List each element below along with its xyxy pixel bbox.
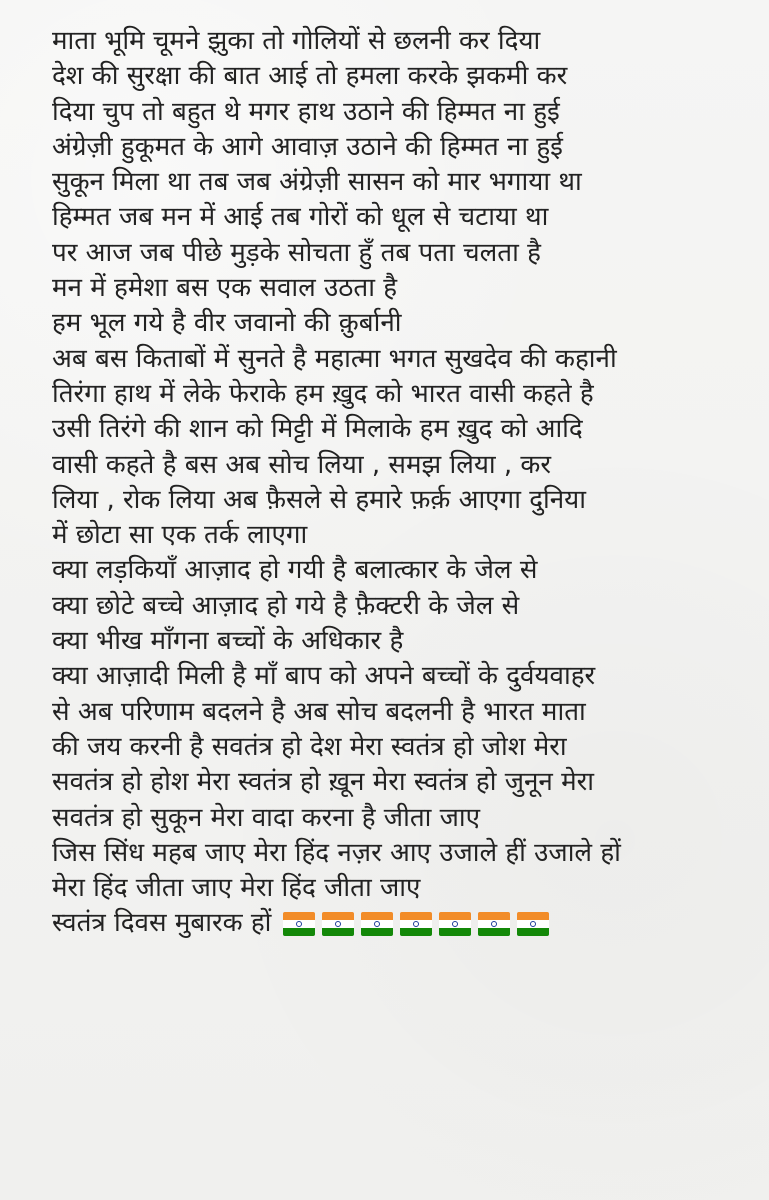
flag-emoji-row [283,912,549,936]
poem-line-17: क्या छोटे बच्चे आज़ाद हो गये है फ़ैक्टरी के जेल से [52,590,520,621]
poem-line-20: से अब परिणाम बदलने है अब सोच बदलनी है भारत माता [52,696,586,727]
poem-line-16: क्या लड़कियाँ आज़ाद हो गयी है बलात्कार के जेल से [52,555,538,586]
poem-line-24: जिस सिंध महब जाए मेरा हिंद नज़र आए उजाले हीं उजाले हों [52,837,621,868]
poem-line-13: वासी कहते है बस अब सोच लिया , समझ लिया , कर [52,449,552,480]
india-flag-icon [439,912,471,936]
poem-line-8: मन में हमेशा बस एक सवाल उठता है [52,273,398,304]
india-flag-icon [517,912,549,936]
poem-line-9: हम भूल गये है वीर जवानो की क़ुर्बानी [52,308,402,339]
poem-line-10: अब बस किताबों में सुनते है महात्मा भगत सुखदेव की कहानी [52,343,617,374]
poem-line-7: पर आज जब पीछे मुड़के सोचता हुँ तब पता चलता है [52,237,541,268]
poem-line-25: मेरा हिंद जीता जाए मेरा हिंद जीता जाए [52,873,421,904]
poem-line-22: सवतंत्र हो होश मेरा स्वतंत्र हो ख़ून मेरा स्वतंत्र हो जुनून मेरा [52,767,595,798]
poem-line-15: में छोटा सा एक तर्क लाएगा [52,520,308,551]
poem-line-1: माता भूमि चूमने झुका तो गोलियों से छलनी कर दिया [52,26,541,56]
poem-line-3: दिया चुप तो बहुत थे मगर हाथ उठाने की हिम्मत ना हुई [52,96,560,127]
closing-line [52,906,752,941]
poem-line-12: उसी तिरंगे की शान को मिट्टी में मिलाके हम ख़ुद को आदि [52,414,583,445]
closing-text: स्वतंत्र दिवस मुबारक हों [52,908,272,939]
india-flag-icon [478,912,510,936]
poem-line-2: देश की सुरक्षा की बात आई तो हमला करके झकमी कर [52,61,568,92]
india-flag-icon [361,912,393,936]
poem-text [52,24,752,942]
poem-line-11: तिरंगा हाथ में लेके फेराके हम ख़ुद को भारत वासी कहते है [52,378,594,409]
india-flag-icon [283,912,315,936]
poem-line-21: की जय करनी है सवतंत्र हो देश मेरा स्वतंत्र हो जोश मेरा [52,731,567,762]
poem-line-6: हिम्मत जब मन में आई तब गोरों को धूल से चटाया था [52,202,549,233]
poem-line-19: क्या आज़ादी मिली है माँ बाप को अपने बच्चों के दुर्वयवाहर [52,661,596,692]
poem-line-5: सुकून मिला था तब जब अंग्रेज़ी सासन को मार भगाया था [52,167,582,198]
india-flag-icon [400,912,432,936]
india-flag-icon [322,912,354,936]
poem-line-23: सवतंत्र हो सुकून मेरा वादा करना है जीता जाए [52,802,481,833]
poem-line-4: अंग्रेज़ी हुकूमत के आगे आवाज़ उठाने की हिम्मत ना हुई [52,131,563,162]
poem-line-14: लिया , रोक लिया अब फ़ैसले से हमारे फ़र्क़ आएगा दुनिया [52,484,586,515]
poem-line-18: क्या भीख माँगना बच्चों के अधिकार है [52,626,404,657]
